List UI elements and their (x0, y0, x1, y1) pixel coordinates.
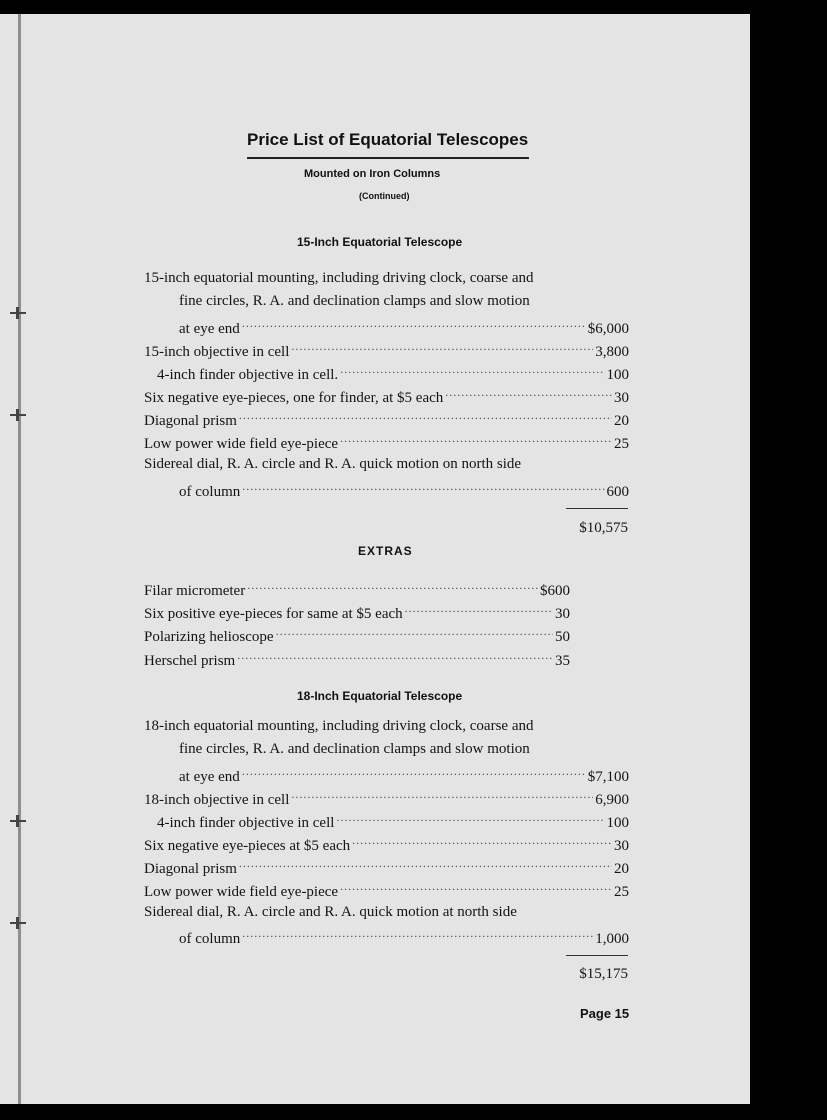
dot-leader (242, 765, 586, 781)
price-item-15-diagonal-prism (144, 409, 629, 430)
total-18-inch: $15,175 (579, 966, 628, 982)
price-item-18-mounting-line1: 18-inch equatorial mounting, including driving clock, coarse and (144, 718, 534, 734)
price-item-18-mounting (179, 765, 629, 786)
price-item-18-wide-field (144, 880, 629, 901)
dot-leader (239, 409, 612, 425)
item-label: Low power wide field eye-piece (144, 884, 339, 900)
price-item-15-mounting (179, 317, 629, 338)
price-item-18-mounting-line2: fine circles, R. A. and declination clamps and slow motion (179, 741, 530, 757)
price-item-15-mounting-line2: fine circles, R. A. and declination clamps and slow motion (179, 293, 530, 309)
dot-leader (291, 340, 593, 356)
item-amount: 25 (614, 436, 629, 452)
dot-leader (340, 432, 612, 448)
section-heading-18-inch: 18-Inch Equatorial Telescope (297, 689, 463, 703)
item-label: Filar micrometer (144, 583, 246, 599)
extras-heading: EXTRAS (358, 544, 413, 558)
section-heading-15-inch: 15-Inch Equatorial Telescope (297, 235, 463, 249)
price-item-18-diagonal-prism (144, 857, 629, 878)
item-label: 4-inch finder objective in cell (157, 815, 335, 831)
price-item-18-sidereal (179, 927, 629, 948)
item-amount: 20 (614, 861, 629, 877)
item-label: of column (179, 484, 241, 500)
binding-mark (10, 922, 26, 924)
dot-leader (336, 811, 604, 827)
item-label: of column (179, 931, 241, 947)
item-label: Diagonal prism (144, 861, 237, 877)
dot-leader (247, 579, 538, 595)
item-amount: 25 (614, 884, 629, 900)
price-item-15-eyepieces (144, 386, 629, 407)
page-binding-edge (18, 14, 21, 1104)
dot-leader (291, 788, 593, 804)
total-rule (566, 508, 628, 509)
dot-leader (405, 602, 553, 618)
total-rule (566, 955, 628, 956)
item-amount: 100 (606, 367, 629, 383)
item-amount: $600 (540, 583, 570, 599)
page-number: Page 15 (580, 1006, 630, 1021)
binding-mark (10, 820, 26, 822)
binding-mark (10, 312, 26, 314)
extras-item-helioscope (144, 625, 570, 646)
extras-item-filar-micrometer (144, 579, 570, 600)
dot-leader (237, 649, 553, 665)
item-amount: 30 (614, 838, 629, 854)
dot-leader (242, 927, 593, 943)
extras-item-positive-eyepieces (144, 602, 570, 623)
item-amount: 100 (606, 815, 629, 831)
item-amount: 35 (555, 653, 570, 669)
price-item-15-sidereal (179, 480, 629, 501)
extras-item-herschel-prism (144, 649, 570, 670)
dot-leader (242, 480, 604, 496)
continued-note: (Continued) (359, 191, 410, 201)
dot-leader (340, 880, 612, 896)
item-amount: 600 (606, 484, 629, 500)
item-label: Six negative eye-pieces, one for finder, at $5 each (144, 390, 444, 406)
item-amount: 20 (614, 413, 629, 429)
item-amount: 6,900 (595, 792, 629, 808)
binding-mark (10, 414, 26, 416)
dot-leader (445, 386, 612, 402)
item-label: at eye end (179, 769, 240, 785)
total-15-inch: $10,575 (579, 520, 628, 536)
price-item-18-sidereal-line1: Sidereal dial, R. A. circle and R. A. quick motion at north side (144, 904, 517, 920)
item-label: Polarizing helioscope (144, 629, 274, 645)
dot-leader (340, 363, 604, 379)
dot-leader (276, 625, 553, 641)
item-amount: $7,100 (587, 769, 629, 785)
price-item-18-finder (157, 811, 629, 832)
page-title: Price List of Equatorial Telescopes (247, 130, 529, 149)
price-item-18-objective (144, 788, 629, 809)
dot-leader (239, 857, 612, 873)
price-item-15-mounting-line1: 15-inch equatorial mounting, including driving clock, coarse and (144, 270, 534, 286)
price-item-15-finder (157, 363, 629, 384)
subtitle: Mounted on Iron Columns (304, 168, 441, 180)
dot-leader (352, 834, 612, 850)
item-label: Herschel prism (144, 653, 236, 669)
price-item-15-sidereal-line1: Sidereal dial, R. A. circle and R. A. quick motion on north side (144, 456, 522, 472)
item-amount: 1,000 (595, 931, 629, 947)
price-item-15-wide-field (144, 432, 629, 453)
item-amount: 30 (614, 390, 629, 406)
item-label: 4-inch finder objective in cell. (157, 367, 339, 383)
dot-leader (242, 317, 586, 333)
item-amount: 3,800 (595, 344, 629, 360)
item-amount: 50 (555, 629, 570, 645)
item-label: Six positive eye-pieces for same at $5 each (144, 606, 403, 622)
item-label: 15-inch objective in cell (144, 344, 290, 360)
price-item-18-eyepieces (144, 834, 629, 855)
item-label: at eye end (179, 321, 240, 337)
price-item-15-objective (144, 340, 629, 361)
item-label: Six negative eye-pieces at $5 each (144, 838, 351, 854)
item-label: Low power wide field eye-piece (144, 436, 339, 452)
item-amount: 30 (555, 606, 570, 622)
document-page (0, 14, 750, 1104)
item-label: 18-inch objective in cell (144, 792, 290, 808)
item-amount: $6,000 (587, 321, 629, 337)
title-underline (247, 157, 529, 159)
item-label: Diagonal prism (144, 413, 237, 429)
